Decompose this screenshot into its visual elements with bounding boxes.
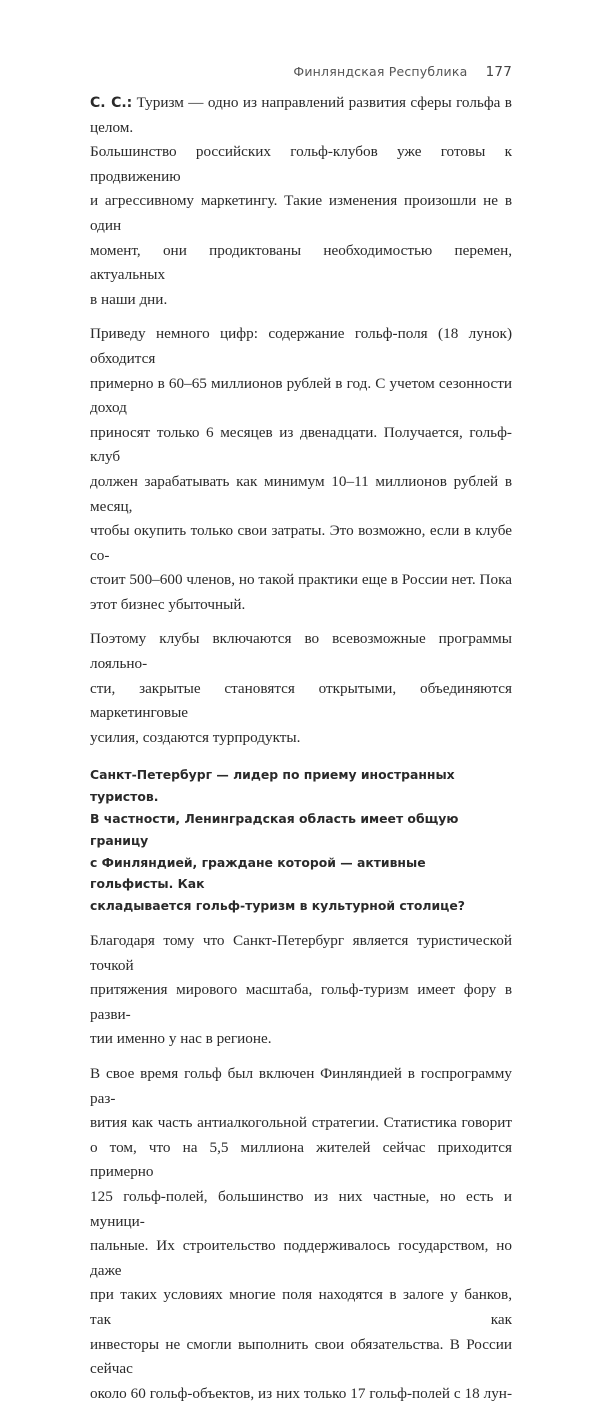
text-line: Приведу немного цифр: содержание гольф-поля (18 лунок) обходится [90,325,512,367]
interview-question [90,764,512,917]
paragraph-loyalty [90,627,512,750]
text-line: Большинство российских гольф-клубов уже готовы к продвижению [90,143,512,185]
text-line: примерно в 60–65 миллионов рублей в год. С учетом сезонности доход [90,374,512,417]
text-line: приносят только 6 месяцев из двенадцати. Получается, гольф-клуб [90,423,512,466]
text-line: при таких условиях многие поля находятся в залоге у банков, так как [90,1286,512,1328]
speaker-initials: С. С.: [90,95,133,111]
question-line: с Финляндией, граждане которой — активные гольфисты. Как [90,854,426,892]
page-number: 177 [485,64,512,80]
text-line: 125 гольф-полей, большинство из них частные, но есть и муници- [90,1187,512,1230]
question-line: складывается гольф-туризм в культурной столице? [90,898,465,914]
text-line [90,91,512,140]
paragraph-finland [90,1062,512,1406]
paragraph-answer-2 [90,929,512,1052]
running-head [293,64,512,80]
question-line: Санкт-Петербург — лидер по приему иностранных туристов. [90,767,455,805]
text-line: пальные. Их строительство поддерживалось государством, но даже [90,1237,512,1279]
text-line: усилия, создаются турпродукты. [90,728,301,746]
text-line: инвесторы не смогли выполнить свои обязательства. В России сейчас [90,1335,512,1378]
text-line: притяжения мирового масштаба, гольф-туризм имеет фору в разви- [90,981,512,1023]
chapter-title: Финляндская Республика [293,64,468,79]
text-line: о том, что на 5,5 миллиона жителей сейчас приходится примерно [90,1138,512,1181]
text-line: около 60 гольф-объектов, из них только 17 гольф-полей с 18 лун- [90,1384,512,1402]
text-line: Благодаря тому что Санкт-Петербург является туристической точкой [90,932,512,974]
text-line: должен зарабатывать как минимум 10–11 миллионов рублей в месяц, [90,472,512,515]
text-line-content: Туризм — одно из направлений развития сферы гольфа в целом. [90,94,512,136]
text-line: вития как часть антиалкогольной стратегии. Статистика говорит [90,1114,512,1132]
text-line: и агрессивному маркетингу. Такие изменения произошли не в один [90,192,512,234]
text-line: В свое время гольф был включен Финляндией в госпрограмму раз- [90,1064,512,1107]
text-line: этот бизнес убыточный. [90,595,246,613]
text-line: чтобы окупить только свои затраты. Это возможно, если в клубе со- [90,522,512,564]
text-line: Поэтому клубы включаются во всевозможные программы лояльно- [90,630,512,673]
paragraph-figures [90,322,512,617]
body-text [90,91,512,1416]
text-line: тии именно у нас в регионе. [90,1030,272,1048]
text-line: в наши дни. [90,290,168,308]
text-line: сти, закрытые становятся открытыми, объединяются маркетинговые [90,679,512,722]
paragraph-answer-1 [90,91,512,312]
text-line: момент, они продиктованы необходимостью перемен, актуальных [90,241,512,284]
text-line: стоит 500–600 членов, но такой практики еще в России нет. Пока [90,571,512,589]
question-line: В частности, Ленинградская область имеет общую границу [90,811,459,848]
